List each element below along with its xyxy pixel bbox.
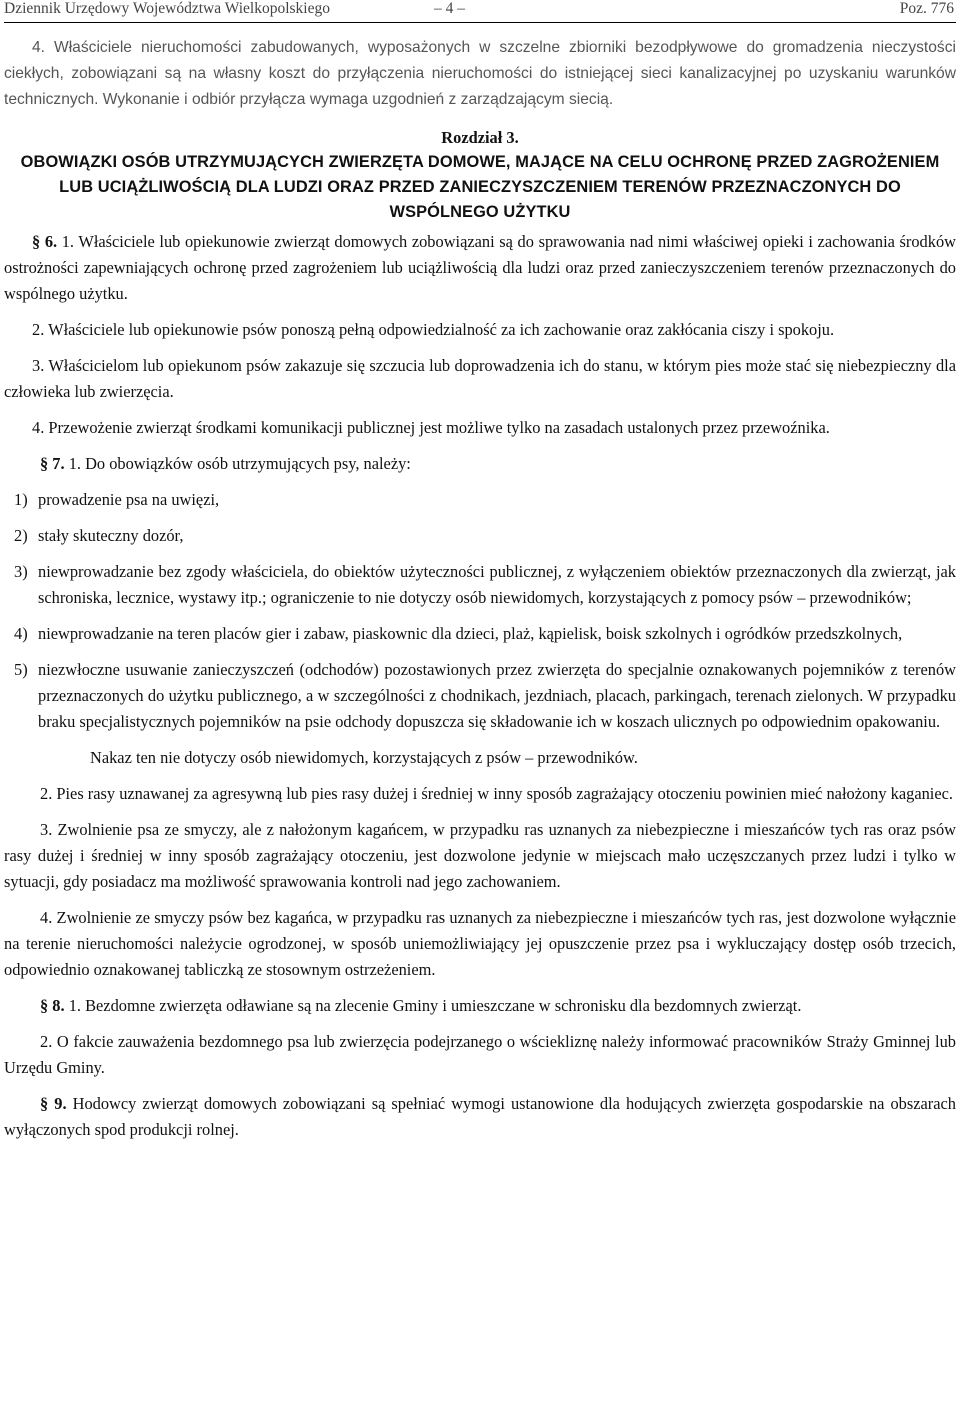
s7-p1-text: 1. Do obowiązków osób utrzymujących psy, należy: — [68, 454, 411, 473]
s8-paragraph-2: 2. O fakcie zauważenia bezdomnego psa lub zwierzęcia podejrzanego o wściekliznę należy informować pracowników Straży Gminnej lub Urzędu Gminy. — [4, 1032, 956, 1077]
list-item: 5) niezwłoczne usuwanie zanieczyszczeń (odchodów) pozostawionych przez zwierzęta do specjalnie oznakowanych pojemników z terenów przeznaczonych do użytku publicznego, a w szczególności z chodnikach, jezdniach, placach, parkingach, terenach zielonych. W przypadku braku specjalistycznych pojemników na psie odchody dopuszcza się składowanie ich w koszach ulicznych po odpowiednim opakowaniu. — [14, 660, 956, 731]
s8-number: § 8. — [40, 996, 65, 1015]
journal-title: Dziennik Urzędowy Województwa Wielkopolskiego — [4, 0, 330, 17]
s8-p1-text: 1. Bezdomne zwierzęta odławiane są na zlecenie Gminy i umieszczane w schronisku dla bezdomnych zwierząt. — [68, 996, 802, 1015]
s9-text: Hodowcy zwierząt domowych zobowiązani są spełniać wymogi ustanowione dla hodujących zwierzęta gospodarskie na obszarach wyłączonych spod produkcji rolnej. — [4, 1094, 956, 1139]
s6-paragraph-3: 3. Właścicielom lub opiekunom psów zakazuje się szczucia lub doprowadzenia ich do stanu, w którym pies może stać się niebezpieczny dla człowieka lub zwierzęcia. — [4, 356, 956, 401]
list-item: 1) prowadzenie psa na uwięzi, — [14, 490, 220, 509]
list-item: 3) niewprowadzanie bez zgody właściciela, do obiektów użyteczności publicznej, z wyłączeniem obiektów przeznaczonych dla zwierząt, jak schroniska, lecznice, wystawy itp.; ograniczenie to nie dotyczy osób niewidomych, korzystających z pomocy psów – przewodników; — [14, 562, 956, 607]
s7-paragraph-1 — [4, 451, 956, 477]
s7-paragraph-4: 4. Zwolnienie ze smyczy psów bez kagańca, w przypadku ras uznanych za niebezpieczne i mieszańców tych ras, jest dozwolone wyłącznie na terenie nieruchomości należycie ogrodzonej, w sposób uniemożliwiający jej opuszczenie przez psa i wykluczający dostęp osób trzecich, odpowiednio oznakowanej tabliczką ze stosownym ostrzeżeniem. — [4, 908, 956, 979]
s7-paragraph-2: 2. Pies rasy uznawanej za agresywną lub pies rasy dużej i średniej w inny sposób zagrażający otoczeniu powinien mieć nałożony kaganiec. — [40, 784, 954, 803]
s6-paragraph-4: 4. Przewożenie zwierząt środkami komunikacji publicznej jest możliwe tylko na zasadach ustalonych przez przewoźnika. — [32, 418, 830, 437]
list-item: 2) stały skuteczny dozór, — [14, 526, 184, 545]
s7-paragraph-3: 3. Zwolnienie psa ze smyczy, ale z nałożonym kagańcem, w przypadku ras uznanych za niebezpieczne i mieszańców tych ras oraz psów rasy dużej i średniej w inny sposób zagrażający otoczeniu, jest dozwolone jedynie w miejscach mało uczęszczanych przez ludzi i tylko w sytuacji, gdy posiadacz ma możliwość sprawowania kontroli nad jego zachowaniem. — [4, 820, 956, 891]
chapter-title: OBOWIĄZKI OSÓB UTRZYMUJĄCYCH ZWIERZĘTA DOMOWE, MAJĄCE NA CELU OCHRONĘ PRZED ZAGROŻENIEM LUB UCIĄŻLIWOŚCIĄ DLA LUDZI ORAZ PRZED ZANIECZYSZCZENIEM TERENÓW PRZEZNACZONYCH DO WSPÓLNEGO UŻYTKU — [20, 153, 940, 221]
s6-paragraph-2: 2. Właściciele lub opiekunowie psów ponoszą pełną odpowiedzialność za ich zachowanie oraz zakłócania ciszy i spokoju. — [32, 320, 835, 339]
page-header — [4, 0, 956, 23]
chapter-label: Rozdział 3. — [441, 128, 519, 147]
intro-paragraph-4: 4. Właściciele nieruchomości zabudowanych, wyposażonych w szczelne zbiorniki bezodpływowe do gromadzenia nieczystości ciekłych, zobowiązani są na własny koszt do przyłączenia nieruchomości do istniejącej sieci kanalizacyjnej po uzyskaniu warunków technicznych. Wykonanie i odbiór przyłącza wymaga uzgodnień z zarządzającym siecią. — [4, 39, 956, 108]
s9-paragraph — [4, 1091, 956, 1143]
s8-paragraph-1 — [4, 993, 956, 1019]
s6-p1-text: 1. Właściciele lub opiekunowie zwierząt domowych zobowiązani są do sprawowania nad nimi właściwej opieki i zachowania środków ostrożności zapewniających ochronę przed zagrożeniem lub uciążliwością dla ludzi oraz przed zanieczyszczeniem terenów przeznaczonych do wspólnego użytku. — [4, 232, 956, 303]
page-number: – 4 – — [434, 0, 465, 17]
s6-paragraph-1 — [4, 229, 956, 307]
document-page — [4, 0, 956, 1143]
s7-note: Nakaz ten nie dotyczy osób niewidomych, korzystających z psów – przewodników. — [90, 748, 638, 767]
s6-number: § 6. — [32, 232, 58, 251]
s9-number: § 9. — [40, 1094, 67, 1113]
list-item: 4) niewprowadzanie na teren placów gier i zabaw, piaskownic dla dzieci, plaż, kąpielisk, boisk szkolnych i ogródków przedszkolnych, — [14, 624, 903, 643]
position-number: Poz. 776 — [899, 0, 954, 17]
s7-number: § 7. — [40, 454, 65, 473]
